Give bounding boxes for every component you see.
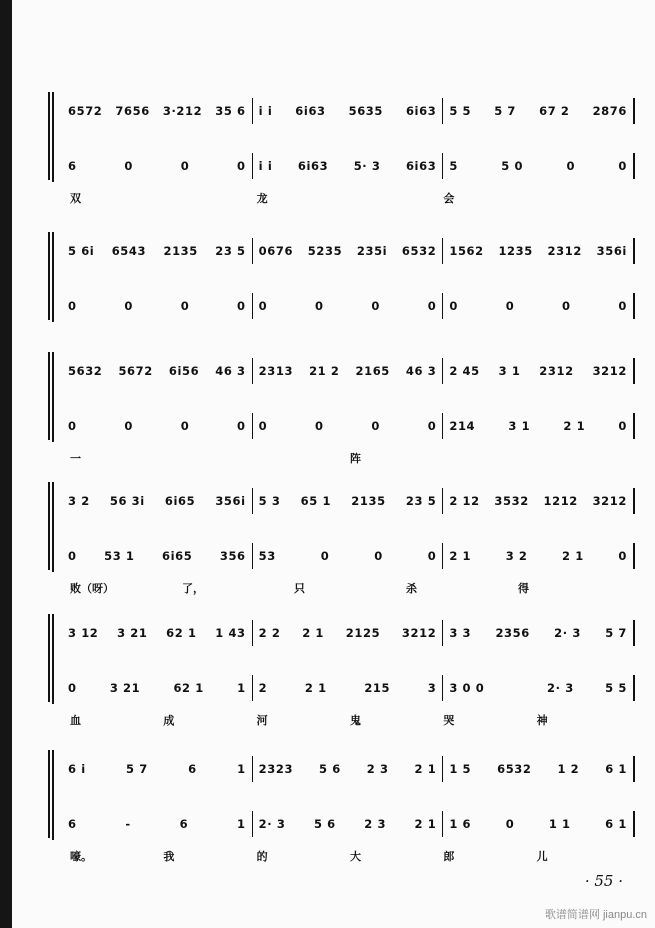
measure <box>253 358 444 384</box>
measure <box>62 413 253 439</box>
note-group: 235i <box>356 244 388 258</box>
lyric-word: 儿 <box>536 850 548 863</box>
lyric-word: 了， <box>182 582 204 595</box>
lyric-word: 阵 <box>350 452 361 465</box>
note-group: 2 1 <box>302 626 325 640</box>
note-group: 3 <box>427 681 437 695</box>
note-group: 1212 <box>543 494 578 508</box>
note-group: 5632 <box>68 364 103 378</box>
note-group: 5 5 <box>449 104 472 118</box>
measure <box>253 620 444 646</box>
note-group: 1 5 <box>449 762 472 776</box>
measure <box>253 238 444 264</box>
note-group: 2· 3 <box>258 817 286 831</box>
lyric-word: 败（呀） <box>70 582 114 595</box>
note-group: 356 <box>219 549 246 563</box>
measure <box>443 413 635 439</box>
upper-part-line <box>62 240 635 262</box>
note-group: 1 1 <box>548 817 571 831</box>
measure <box>443 358 635 384</box>
note-group: 56 3i <box>109 494 145 508</box>
note-group: 6i63 <box>295 104 326 118</box>
measure <box>253 675 444 701</box>
note-group: 2165 <box>355 364 390 378</box>
lower-part-line <box>62 415 635 437</box>
note-group: 2 45 <box>449 364 480 378</box>
system-barline <box>52 750 54 840</box>
measure <box>443 811 635 837</box>
note-group: 0 <box>237 419 246 433</box>
lyric-word: 郎 <box>443 850 455 863</box>
measure <box>253 413 444 439</box>
lyric-word: 龙 <box>256 192 268 205</box>
measure <box>253 488 444 514</box>
measure <box>62 293 253 319</box>
note-group: 0 <box>258 299 268 313</box>
note-group: 2312 <box>539 364 574 378</box>
note-group: 0 <box>68 549 77 563</box>
note-group: 6i63 <box>405 104 437 118</box>
note-group: 2125 <box>345 626 381 640</box>
note-group: 2876 <box>592 104 627 118</box>
note-group: 65 1 <box>300 494 332 508</box>
lyric-word: 我 <box>163 850 175 863</box>
system-barline <box>52 614 54 704</box>
note-group: 0 <box>258 419 268 433</box>
note-group: 0 <box>68 419 77 433</box>
lyrics-line <box>62 450 635 466</box>
note-group: 0 <box>320 549 330 563</box>
note-group: 2 1 <box>562 549 584 563</box>
note-group: 6 <box>188 762 197 776</box>
note-group: 6 1 <box>605 762 628 776</box>
note-group: 5 7 <box>605 626 628 640</box>
measure <box>443 620 635 646</box>
note-group: 2 1 <box>304 681 327 695</box>
note-group: 3 1 <box>498 364 521 378</box>
lower-part-line <box>62 677 635 699</box>
note-group: 6532 <box>497 762 532 776</box>
measure <box>253 153 444 179</box>
note-group: 2 1 <box>414 762 437 776</box>
note-group: 1 <box>237 762 246 776</box>
note-group: 2 12 <box>449 494 480 508</box>
measure <box>253 543 444 569</box>
note-group: 5 <box>449 159 458 173</box>
lyric-word: 的 <box>256 850 268 863</box>
note-group: 0676 <box>258 244 294 258</box>
note-group: 0 <box>449 299 458 313</box>
note-group: 5 3 <box>258 494 281 508</box>
measure <box>253 811 444 837</box>
note-group: 0 <box>618 159 628 173</box>
note-group: 0 <box>371 299 380 313</box>
note-group: 0 <box>505 299 515 313</box>
lower-part-line <box>62 295 635 317</box>
lyric-word: 成 <box>163 714 175 727</box>
upper-part-line <box>62 100 635 122</box>
lyric-word: 血 <box>70 714 81 727</box>
score-system <box>0 758 655 868</box>
note-group: 21 2 <box>309 364 340 378</box>
lower-part-line <box>62 545 635 567</box>
note-group: 6 <box>68 817 77 831</box>
measure <box>253 756 444 782</box>
note-group: 3212 <box>592 494 627 508</box>
note-group: 2 1 <box>563 419 586 433</box>
note-group: 2 3 <box>366 762 389 776</box>
note-group: 0 <box>505 817 515 831</box>
note-group: 0 <box>618 419 627 433</box>
note-group: 6i63 <box>297 159 329 173</box>
note-group: 6i63 <box>405 159 437 173</box>
measure <box>443 293 635 319</box>
note-group: 0 <box>315 419 324 433</box>
note-group: 1 43 <box>215 626 246 640</box>
note-group: 23 5 <box>405 494 437 508</box>
note-group: 5· 3 <box>353 159 381 173</box>
note-group: 6i65 <box>164 494 196 508</box>
note-group: 2312 <box>547 244 582 258</box>
note-group: i i <box>258 159 273 173</box>
score-system <box>0 490 655 600</box>
note-group: 3 21 <box>109 681 141 695</box>
note-group: 3 3 <box>449 626 472 640</box>
upper-part-line <box>62 490 635 512</box>
note-group: 215 <box>364 681 391 695</box>
note-group: 3532 <box>494 494 529 508</box>
note-group: 6 <box>179 817 189 831</box>
note-group: 6i65 <box>162 549 193 563</box>
note-group: 1 6 <box>449 817 472 831</box>
note-group: 1562 <box>449 244 484 258</box>
note-group: 7656 <box>115 104 150 118</box>
measure <box>443 488 635 514</box>
measure <box>443 153 635 179</box>
note-group: i i <box>258 104 273 118</box>
lyrics-line <box>62 190 635 206</box>
system-barline <box>52 232 54 322</box>
note-group: 3 2 <box>505 549 528 563</box>
measure <box>62 238 253 264</box>
note-group: 0 <box>371 419 380 433</box>
note-group: 1 2 <box>557 762 580 776</box>
note-group: 5 5 <box>605 681 627 695</box>
note-group: 5 7 <box>126 762 148 776</box>
note-group: 0 <box>180 299 190 313</box>
system-barline <box>52 92 54 182</box>
upper-part-line <box>62 758 635 780</box>
note-group: 35 6 <box>215 104 246 118</box>
system-barline <box>52 352 54 442</box>
note-group: 0 <box>68 681 77 695</box>
lyric-word: 哭 <box>443 714 455 727</box>
note-group: 23 5 <box>215 244 246 258</box>
note-group: 0 <box>315 299 324 313</box>
note-group: 2 1 <box>449 549 472 563</box>
note-group: 3 1 <box>508 419 531 433</box>
note-group: 0 <box>68 299 77 313</box>
note-group: 0 <box>562 299 571 313</box>
note-group: 0 <box>618 299 627 313</box>
lyric-word: 得 <box>518 582 529 595</box>
note-group: 0 <box>124 159 133 173</box>
note-group: 0 <box>427 299 437 313</box>
lower-part-line <box>62 813 635 835</box>
note-group: 53 <box>258 549 276 563</box>
lyric-word: 鬼 <box>350 714 361 727</box>
watermark-text: 歌谱简谱网 jianpu.cn <box>544 909 647 921</box>
note-group: 356i <box>596 244 627 258</box>
note-group: 2· 3 <box>554 626 581 640</box>
note-group: 1235 <box>498 244 533 258</box>
score-system <box>0 100 655 210</box>
measure <box>62 675 253 701</box>
note-group: 3212 <box>401 626 437 640</box>
measure <box>443 543 635 569</box>
lyric-word: 一 <box>70 452 81 465</box>
lyric-word: 会 <box>443 192 455 205</box>
measure <box>62 98 253 124</box>
note-group: 5 6i <box>68 244 95 258</box>
lyrics-line <box>62 848 635 864</box>
note-group: 5 6 <box>313 817 336 831</box>
note-group: 2135 <box>351 494 386 508</box>
note-group: 1 <box>237 681 246 695</box>
lyric-word: 双 <box>70 192 81 205</box>
note-group: 356i <box>215 494 246 508</box>
note-group: 5635 <box>348 104 384 118</box>
note-group: 0 <box>427 419 437 433</box>
note-group: 6543 <box>111 244 147 258</box>
note-group: 0 <box>180 159 190 173</box>
note-group: 0 <box>427 549 437 563</box>
note-group: 2 2 <box>258 626 281 640</box>
lyric-word: 嚎。 <box>70 850 92 863</box>
measure <box>62 543 253 569</box>
measure <box>62 153 253 179</box>
note-group: 5672 <box>118 364 153 378</box>
lyrics-line <box>62 712 635 728</box>
lyric-word: 河 <box>256 714 268 727</box>
score-system <box>0 360 655 470</box>
note-group: 6i56 <box>168 364 200 378</box>
lyric-word: 大 <box>350 850 361 863</box>
note-group: 2135 <box>163 244 198 258</box>
note-group: 1 <box>237 817 246 831</box>
note-group: 3 0 0 <box>449 681 485 695</box>
system-barline <box>52 482 54 572</box>
note-group: 67 2 <box>539 104 570 118</box>
measure <box>443 675 635 701</box>
measure <box>443 98 635 124</box>
note-group: 3212 <box>592 364 627 378</box>
score-system <box>0 622 655 732</box>
measure <box>443 756 635 782</box>
note-group: 5 7 <box>494 104 517 118</box>
note-group: 5 6 <box>319 762 341 776</box>
note-group: 2323 <box>258 762 294 776</box>
note-group: 0 <box>374 549 383 563</box>
measure <box>253 293 444 319</box>
lyrics-line <box>62 330 635 346</box>
note-group: 3 21 <box>117 626 148 640</box>
note-group: 0 <box>180 419 190 433</box>
note-group: 3 2 <box>68 494 90 508</box>
note-group: 0 <box>124 299 133 313</box>
note-group: 214 <box>449 419 476 433</box>
note-group: 6532 <box>401 244 437 258</box>
note-group: 0 <box>618 549 627 563</box>
measure <box>253 98 444 124</box>
note-group: 2 1 <box>414 817 437 831</box>
page-number: · 55 · <box>584 872 623 890</box>
note-group: 3 12 <box>68 626 99 640</box>
note-group: 2356 <box>495 626 530 640</box>
note-group: 0 <box>237 299 246 313</box>
note-group: 0 <box>124 419 133 433</box>
note-group: 2313 <box>258 364 294 378</box>
measure <box>443 238 635 264</box>
measure <box>62 488 253 514</box>
note-group: 2 <box>258 681 268 695</box>
lyric-word: 只 <box>294 582 305 595</box>
note-group: 53 1 <box>104 549 135 563</box>
note-group: 62 1 <box>166 626 197 640</box>
measure <box>62 811 253 837</box>
note-group: 6 1 <box>605 817 627 831</box>
note-group: 62 1 <box>173 681 204 695</box>
note-group: 0 <box>237 159 246 173</box>
note-group: 0 <box>566 159 576 173</box>
lyric-word: 杀 <box>406 582 417 595</box>
score-system <box>0 240 655 350</box>
upper-part-line <box>62 622 635 644</box>
note-group: 6 <box>68 159 77 173</box>
upper-part-line <box>62 360 635 382</box>
note-group: 46 3 <box>405 364 437 378</box>
note-group: 2 3 <box>364 817 387 831</box>
measure <box>62 756 253 782</box>
measure <box>62 358 253 384</box>
lower-part-line <box>62 155 635 177</box>
lyrics-line <box>62 580 635 596</box>
note-group: - <box>125 817 131 831</box>
measure <box>62 620 253 646</box>
lyric-word: 神 <box>536 714 548 727</box>
note-group: 6572 <box>68 104 103 118</box>
note-group: 46 3 <box>215 364 246 378</box>
note-group: 5235 <box>307 244 343 258</box>
note-group: 2· 3 <box>547 681 574 695</box>
note-group: 6 i <box>68 762 86 776</box>
note-group: 3·212 <box>162 104 203 118</box>
note-group: 5 0 <box>501 159 524 173</box>
